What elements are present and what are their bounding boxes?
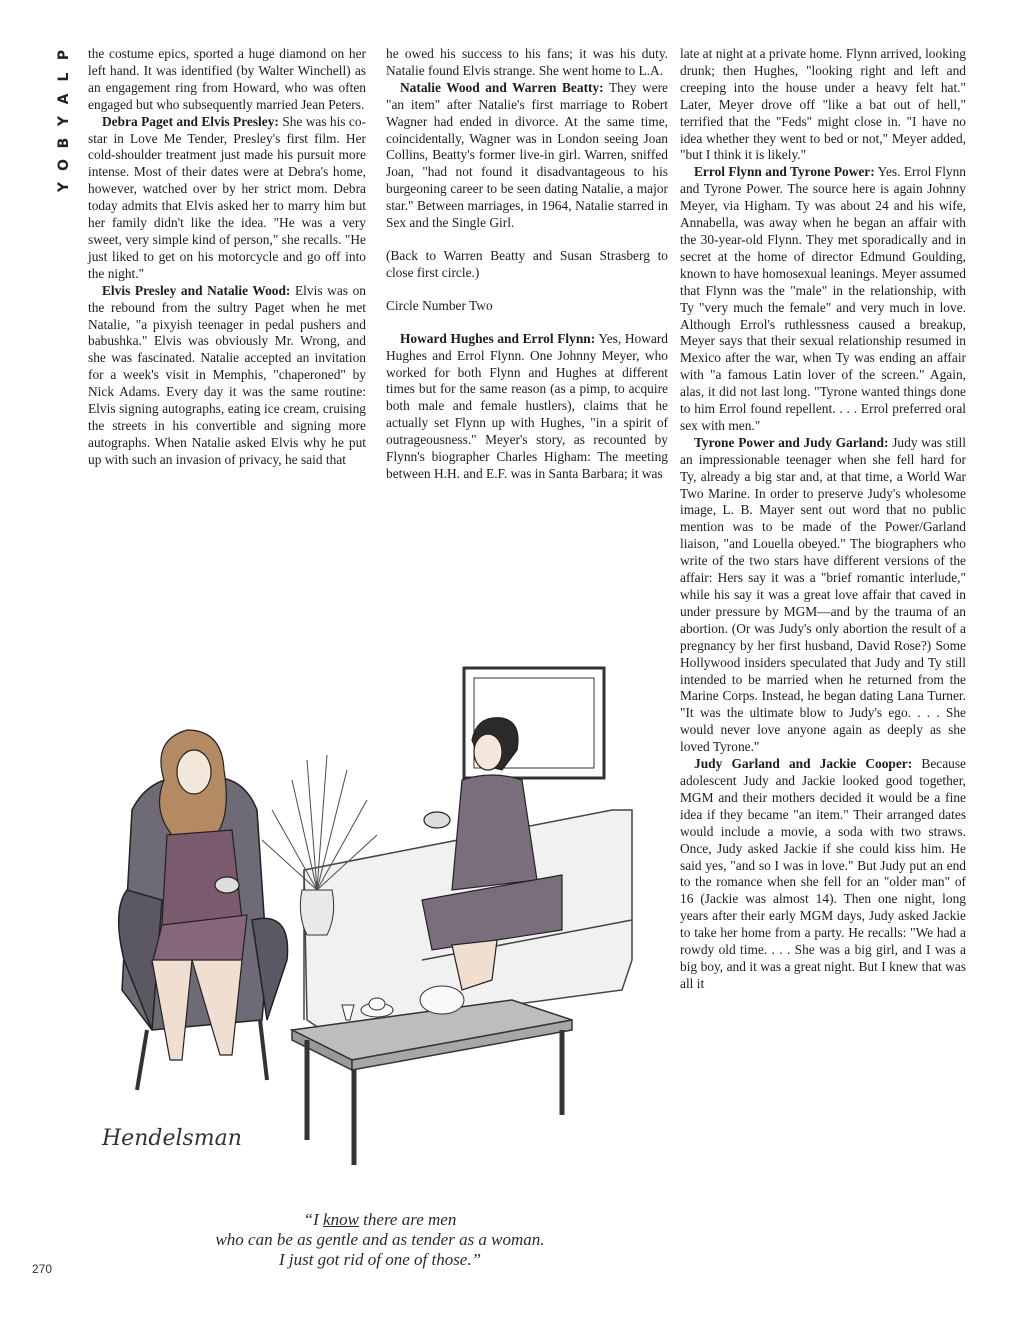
paragraph-lead: Judy Garland and Jackie Cooper: — [694, 756, 913, 772]
paragraph: Elvis Presley and Natalie Wood: Elvis was on the rebound from the sultry Paget when he met Natalie, "a pixyish teenager in pedal pushers and babushka." Elvis was obviously Mr. Wrong, and she was fascinated. Natalie accepted an invitation for a week's visit in Memphis, "chaperoned" by Nick Adams. Every day it was the same routine: Elvis signing autographs, eating ice cream, cruising the streets in his convertible and signing more autographs. When Natalie asked Elvis why he put up with such an invasion of privacy, he said that — [88, 282, 366, 467]
masthead-letter: Y — [56, 115, 72, 127]
paragraph-lead: Tyrone Power and Judy Garland: — [694, 434, 889, 450]
caption-line: who can be as gentle and as tender as a woman. — [215, 1230, 545, 1249]
text-column-3 — [680, 46, 966, 993]
paragraph-lead: Errol Flynn and Tyrone Power: — [694, 164, 875, 180]
masthead-letter: P — [56, 49, 72, 61]
masthead-letter: L — [56, 72, 72, 82]
paragraph: he owed his success to his fans; it was his duty. Natalie found Elvis strange. She went home to L.A. — [386, 46, 668, 78]
paragraph: the costume epics, sported a huge diamond on her left hand. It was identified (by Walter Winchell) as an engagement ring from Howard, who was often engaged but who subsequently married Jean Peters. — [88, 46, 366, 112]
masthead-vertical — [52, 44, 76, 198]
masthead-letter: O — [56, 159, 72, 171]
paragraph: late at night at a private home. Flynn arrived, looking drunk; then Hughes, "looking right and left and creeping into the house under a heavy felt hat." Later, Meyer drove off "like a bat out of hell," terrified that the "Feds" might close in. "I have no idea whether they went to bed or not," Meyer added, "but I think it is likely." — [680, 46, 966, 163]
caption-line: “I know there are men — [303, 1210, 457, 1229]
text-column-2 — [386, 46, 668, 483]
cartoon-caption — [120, 1210, 640, 1270]
paragraph: Natalie Wood and Warren Beatty: They were "an item" after Natalie's first marriage to Robert Wagner had ended in divorce. At the same time, coincidentally, Wagner was in London seeing Joan Collins, Beatty's former live-in girl. Warren, sniffed Joan, "had not found it disadvantageous to his burgeoning career to be seen dating Natalie, a major star." Between marriages, in 1964, Natalie starred in Sex and the Single Girl. — [386, 79, 669, 231]
caption-line: I just got rid of one of those.” — [278, 1250, 482, 1269]
masthead-letter: Y — [56, 181, 72, 193]
coffee-table — [292, 1000, 572, 1165]
text-column-1 — [88, 46, 366, 469]
paragraph: (Back to Warren Beatty and Susan Strasberg to close first circle.) — [386, 247, 668, 280]
paragraph-lead: Elvis Presley and Natalie Wood: — [102, 282, 291, 298]
paragraph: Debra Paget and Elvis Presley: She was his co-star in Love Me Tender, Presley's first film. Her cold-shoulder treatment just made his pursuit more intense. Most of their dates were at Debra's home, however, watched over by her strict mom. Debra today admits that Elvis asked her to marry him but her family didn't like the idea. "He was a very sweet, very simple kind of person," she recalls. "He just liked to get on his motorcycle and go off into the night." — [88, 113, 366, 281]
paragraph: Howard Hughes and Errol Flynn: Yes, Howard Hughes and Errol Flynn. One Johnny Meyer, who worked for both Flynn and Hughes at different times but for the same reason (as a pimp, to acquire both male and female hustlers), claims that he actually set Flynn up with Hughes, "in a spirit of outrageousness." Meyer's story, as recounted by Flynn's biographer Charles Higham: The meeting between H.H. and E.F. was in Santa Barbara; it was — [386, 330, 668, 481]
paragraph-lead: Howard Hughes and Errol Flynn: — [400, 330, 596, 346]
paragraph-lead: Natalie Wood and Warren Beatty: — [400, 79, 604, 95]
section-heading: Circle Number Two — [386, 297, 493, 313]
paragraph-lead: Debra Paget and Elvis Presley: — [102, 113, 279, 129]
paragraph: Judy Garland and Jackie Cooper: Because adolescent Judy and Jackie looked good together, MGM and their mothers decided it would be a fine idea if they became "an item." Their arranged dates would include a movie, a soda with two straws. Once, Judy asked Jackie if she could kiss him. He said yes, "and so I was in love." But Judy put an end to the romance when she fell for an "older man" of 16 (Jackie was almost 14). Then one night, long years after their early MGM days, Judy asked Jackie to take her home from a party. He recalls: "We had a rowdy old time. . . . She was a big girl, and I was a big boy, and it was a great night. But I knew that was all it — [680, 756, 966, 991]
paragraph: Errol Flynn and Tyrone Power: Yes. Errol Flynn and Tyrone Power. The source here is again Johnny Meyer, via Higham. Ty was about 24 and his wife, Annabella, was away when he began an affair with the 30-year-old Flynn. They met sporadically and in secret at the home of director Edmund Goulding, known to have homosexual leanings. Meyer assumed that Flynn was the "male" in the relationship, with Ty "very much the female" and very much in love. Although Errol's ruthlessness caused a breakup, Meyer says that their sexual relationship resumed in Mexico after the war, when Ty was ending an affair with "a famous Latin lover of the screen." Again, alas, it did not last long. "Tyrone wanted things done to him Errol found repellent. . . . Errol preferred oral sex with men." — [680, 164, 966, 433]
artist-signature: Hendelsman — [102, 1126, 242, 1151]
cartoon-illustration — [92, 660, 662, 1180]
masthead-letter: A — [56, 93, 72, 105]
paragraph: Tyrone Power and Judy Garland: Judy was still an impressionable teenager when she fell hard for Ty, already a big star and, at that time, a World War Two Marine. In order to preserve Judy's wholesome image, L. B. Mayer sent out word that no public mention was to be made of the Power/Garland liaison, "and Louella obeyed." The biographers who write of the two stars have different versions of the affair: Hers say it was a "brief romantic interlude," while his say it was a great love affair that caved in under pressure by MGM—and by the trauma of an abortion. (Or was Judy's only abortion the result of a pregnancy by her first husband, David Rose?) Some Hollywood insiders speculated that Judy and Ty still intended to be married when he returned from the Marine Corps. Instead, he began dating Lana Turner. "It was the ultimate blow to Judy's ego. . . . She would never love anyone again as deeply as she loved Tyrone." — [680, 434, 966, 755]
masthead-letter: B — [56, 137, 72, 149]
page-number: 270 — [32, 1262, 53, 1276]
